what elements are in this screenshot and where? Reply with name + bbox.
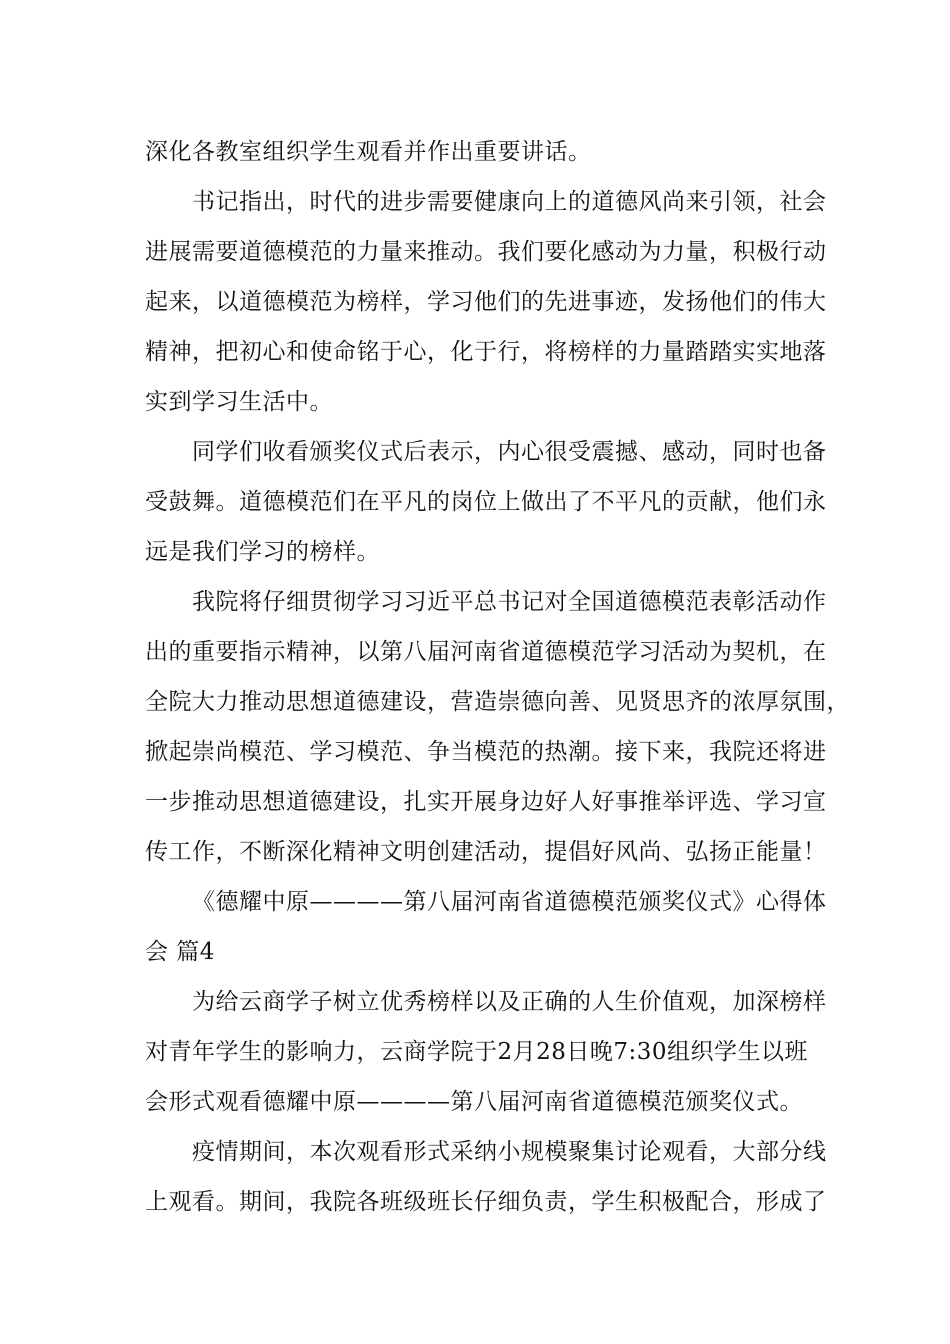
- text-line: 会形式观看德耀中原————第八届河南省道德模范颁奖仪式。: [145, 1089, 803, 1115]
- paragraph-first-line: 书记指出，时代的进步需要健康向上的道德风尚来引领，社会: [192, 189, 827, 215]
- section-heading-line: 会 篇4: [145, 939, 215, 965]
- text-line: 传工作，不断深化精神文明创建活动，提倡好风尚、弘扬正能量！: [145, 839, 827, 865]
- paragraph-first-line: 为给云商学子树立优秀榜样以及正确的人生价值观，加深榜样: [192, 989, 827, 1015]
- paragraph-first-line: 疫情期间，本次观看形式采纳小规模聚集讨论观看，大部分线: [192, 1139, 827, 1165]
- text-line: 一步推动思想道德建设，扎实开展身边好人好事推举评选、学习宣: [145, 789, 827, 815]
- paragraph-first-line: 同学们收看颁奖仪式后表示，内心很受震撼、感动，同时也备: [192, 439, 827, 465]
- text-line: 出的重要指示精神，以第八届河南省道德模范学习活动为契机，在: [145, 639, 827, 665]
- text-line: 上观看。期间，我院各班级班长仔细负责，学生积极配合，形成了: [145, 1189, 827, 1215]
- text-line: 精神，把初心和使命铭于心，化于行，将榜样的力量踏踏实实地落: [145, 339, 827, 365]
- text-line: 全院大力推动思想道德建设，营造崇德向善、见贤思齐的浓厚氛围，: [145, 689, 850, 715]
- text-line: 掀起崇尚模范、学习模范、争当模范的热潮。接下来，我院还将进: [145, 739, 827, 765]
- text-line: 进展需要道德模范的力量来推动。我们要化感动为力量，积极行动: [145, 239, 827, 265]
- text-line: 对青年学生的影响力，云商学院于2月28日晚7:30组织学生以班: [145, 1039, 809, 1065]
- paragraph-first-line: 我院将仔细贯彻学习习近平总书记对全国道德模范表彰活动作: [192, 589, 827, 615]
- text-line: 深化各教室组织学生观看并作出重要讲话。: [145, 139, 592, 165]
- text-line: 起来，以道德模范为榜样，学习他们的先进事迹，发扬他们的伟大: [145, 289, 827, 315]
- text-line: 受鼓舞。道德模范们在平凡的岗位上做出了不平凡的贡献，他们永: [145, 489, 827, 515]
- section-heading-line: 《德耀中原————第八届河南省道德模范颁奖仪式》心得体: [192, 889, 827, 915]
- text-line: 远是我们学习的榜样。: [145, 539, 380, 565]
- text-line: 实到学习生活中。: [145, 389, 333, 415]
